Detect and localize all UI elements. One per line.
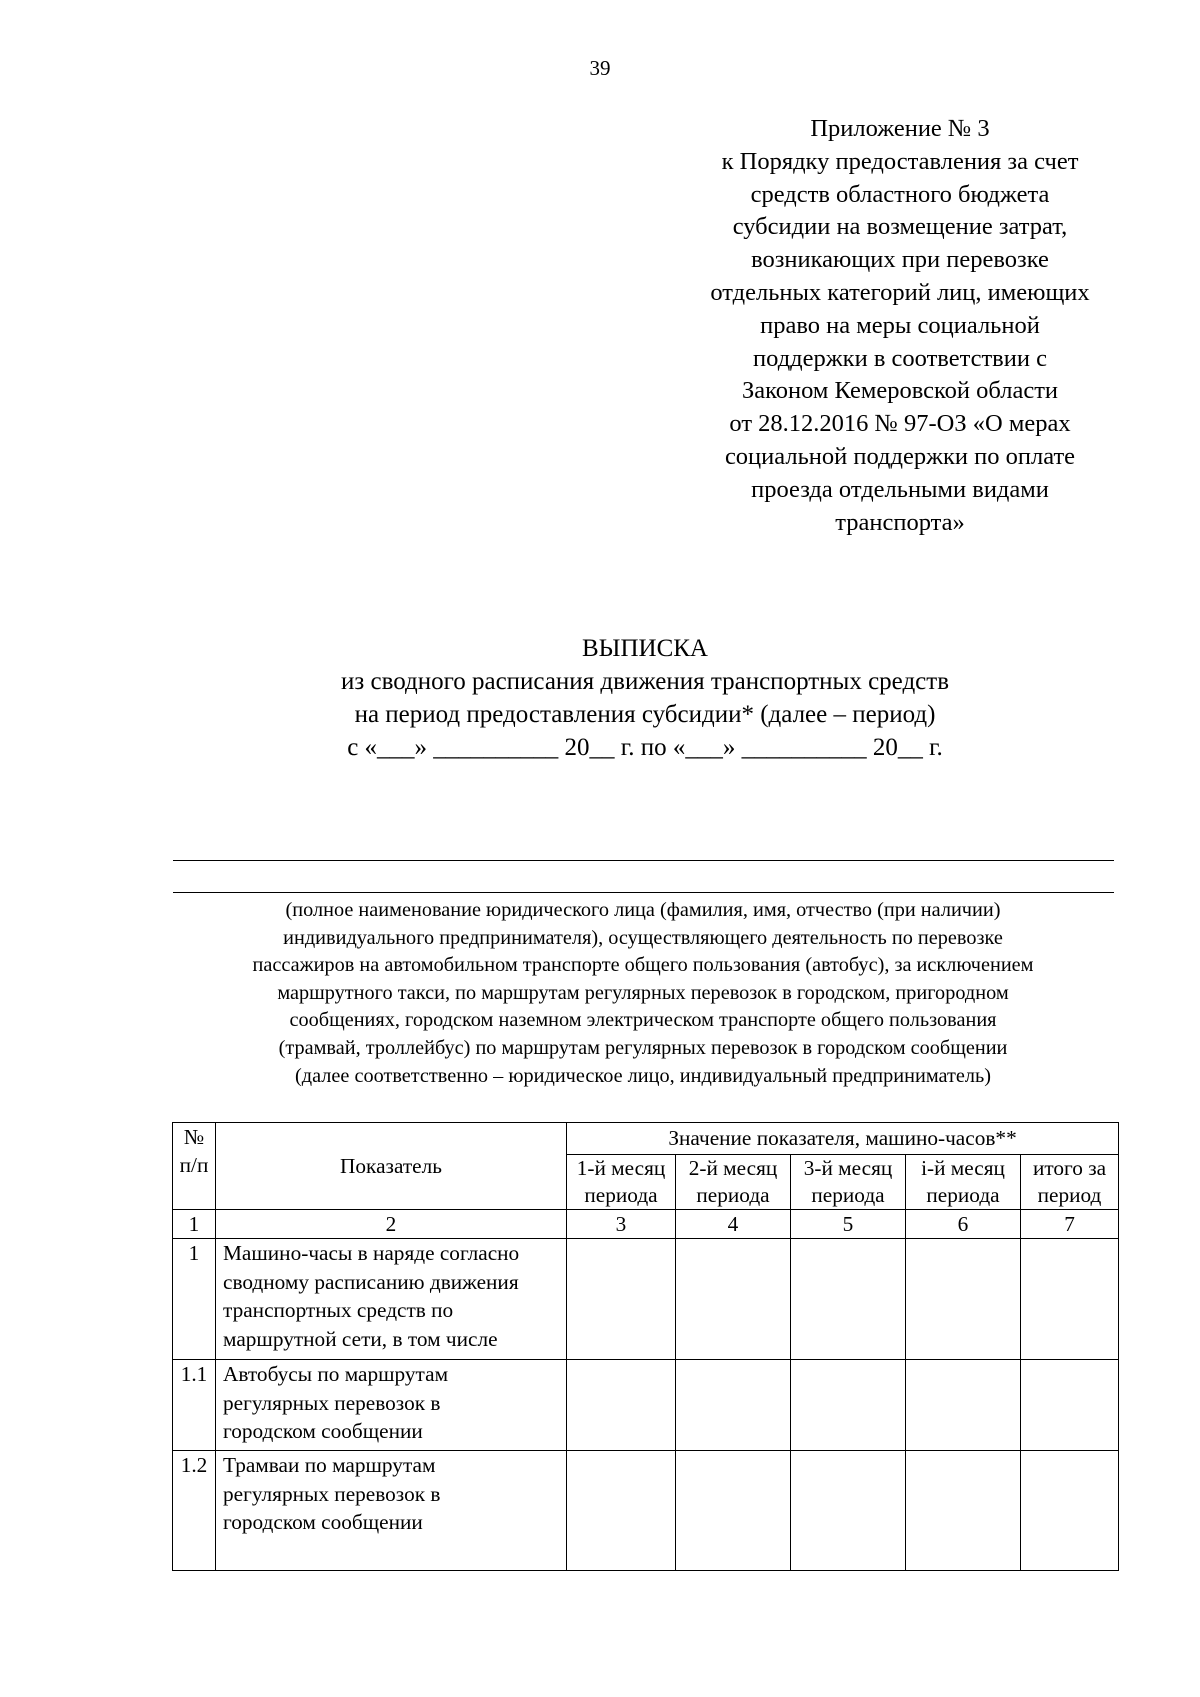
- appendix-line: возникающих при перевозке: [751, 246, 1049, 274]
- indicator-line: транспортных средств по: [223, 1298, 454, 1322]
- indicator-cell: [216, 1239, 567, 1360]
- indicator-line: регулярных перевозок в: [223, 1390, 441, 1415]
- title-heading: ВЫПИСКА: [582, 635, 708, 662]
- sub-header-line: периода: [584, 1183, 658, 1207]
- value-cell[interactable]: [676, 1360, 791, 1451]
- col-indicator-header-text: Показатель: [340, 1153, 442, 1178]
- caption-line: маршрутного такси, по маршрутам регулярных перевозок в городском, пригородном: [277, 981, 1009, 1004]
- value-cell[interactable]: [791, 1360, 906, 1451]
- value-cell[interactable]: [791, 1239, 906, 1360]
- value-group-header: Значение показателя, машино-часов**: [567, 1123, 1119, 1155]
- caption-line: индивидуального предпринимателя), осуществляющего деятельность по перевозке: [283, 926, 1003, 949]
- caption-line: (полное наименование юридического лица (фамилия, имя, отчество (при наличии): [285, 899, 1001, 921]
- caption-line: сообщениях, городском наземном электрическом транспорте общего пользования: [289, 1009, 997, 1032]
- col-no-header-line: №: [183, 1125, 205, 1149]
- appendix-line: социальной поддержки по оплате: [724, 442, 1076, 470]
- caption-line: (далее соответственно – юридическое лицо, индивидуальный предприниматель): [295, 1064, 991, 1087]
- page-number: 39: [589, 56, 611, 80]
- row-number: 1.2: [173, 1451, 216, 1571]
- column-number: 3: [567, 1210, 676, 1239]
- indicator-line: Автобусы по маршрутам: [223, 1362, 449, 1386]
- table-row: [173, 1239, 1119, 1360]
- sub-header-line: периода: [696, 1183, 770, 1207]
- value-cell[interactable]: [567, 1451, 676, 1571]
- appendix-line: проезда отдельными видами: [751, 475, 1049, 503]
- appendix-line: средств областного бюджета: [750, 180, 1050, 208]
- appendix-line: право на меры социальной: [760, 311, 1040, 339]
- column-number: 6: [906, 1210, 1021, 1239]
- indicator-line: Трамваи по маршрутам: [223, 1453, 436, 1477]
- column-number: 1: [173, 1210, 216, 1239]
- value-cell[interactable]: [1021, 1451, 1119, 1571]
- sub-header-month-3: [791, 1155, 906, 1210]
- col-no-header-line: п/п: [179, 1153, 209, 1177]
- col-no-header: [173, 1123, 216, 1210]
- indicator-cell: [216, 1360, 567, 1451]
- sub-header-month-1: [567, 1155, 676, 1210]
- indicator-line: регулярных перевозок в: [223, 1481, 441, 1506]
- sub-header-line: 1-й месяц: [576, 1156, 666, 1180]
- indicator-cell: [216, 1451, 567, 1571]
- appendix-reference: [675, 113, 1125, 539]
- indicator-line: городском сообщении: [223, 1419, 423, 1443]
- table-row: [173, 1360, 1119, 1451]
- row-number: 1: [173, 1239, 216, 1360]
- appendix-line: к Порядку предоставления за счет: [721, 147, 1079, 175]
- column-number: 7: [1021, 1210, 1119, 1239]
- appendix-line: транспорта»: [835, 508, 965, 536]
- title-line: на период предоставления субсидии* (далее – период): [354, 701, 936, 728]
- name-blank-line: [173, 860, 1114, 861]
- appendix-line: субсидии на возмещение затрат,: [732, 213, 1068, 241]
- value-cell[interactable]: [791, 1451, 906, 1571]
- value-cell[interactable]: [906, 1239, 1021, 1360]
- sub-header-line: период: [1037, 1183, 1102, 1207]
- value-cell[interactable]: [906, 1451, 1021, 1571]
- indicator-line: Машино-часы в наряде согласно: [223, 1241, 520, 1265]
- indicator-table: [172, 1122, 1119, 1571]
- indicator-line: маршрутной сети, в том числе: [223, 1326, 498, 1351]
- row-number: 1.1: [173, 1360, 216, 1451]
- sub-header-line: 2-й месяц: [688, 1156, 778, 1180]
- value-cell[interactable]: [567, 1239, 676, 1360]
- sub-header-line: итого за: [1032, 1156, 1107, 1180]
- indicator-line: городском сообщении: [223, 1510, 423, 1534]
- sub-header-line: i-й месяц: [921, 1156, 1005, 1180]
- table-row: [173, 1451, 1119, 1571]
- caption-line: пассажиров на автомобильном транспорте общего пользования (автобус), за исключением: [252, 954, 1034, 977]
- column-number: 4: [676, 1210, 791, 1239]
- sub-header-month-i: [906, 1155, 1021, 1210]
- sub-header-month-2: [676, 1155, 791, 1210]
- caption-line: (трамвай, троллейбус) по маршрутам регулярных перевозок в городском сообщении: [278, 1036, 1008, 1059]
- value-cell[interactable]: [906, 1360, 1021, 1451]
- indicator-line: сводному расписанию движения: [223, 1269, 519, 1294]
- sub-header-total: [1021, 1155, 1119, 1210]
- appendix-line: поддержки в соответствии с: [753, 344, 1047, 372]
- col-indicator-header: [216, 1123, 567, 1210]
- appendix-line: Законом Кемеровской области: [741, 377, 1059, 405]
- appendix-line: от 28.12.2016 № 97-ОЗ «О мерах: [729, 410, 1071, 438]
- sub-header-line: периода: [926, 1183, 1000, 1207]
- column-number: 5: [791, 1210, 906, 1239]
- document-title: [250, 632, 1040, 764]
- entity-name-caption: [168, 897, 1118, 1090]
- value-cell[interactable]: [1021, 1239, 1119, 1360]
- sub-header-line: 3-й месяц: [803, 1156, 893, 1180]
- appendix-line: отдельных категорий лиц, имеющих: [710, 278, 1090, 306]
- column-number: 2: [216, 1210, 567, 1239]
- appendix-line: Приложение № 3: [810, 115, 990, 142]
- name-blank-line: [173, 892, 1114, 893]
- period-line: с «___» __________ 20__ г. по «___» __________ 20__ г.: [347, 734, 943, 761]
- value-cell[interactable]: [567, 1360, 676, 1451]
- value-cell[interactable]: [1021, 1360, 1119, 1451]
- title-line: из сводного расписания движения транспортных средств: [340, 668, 949, 695]
- value-cell[interactable]: [676, 1239, 791, 1360]
- value-cell[interactable]: [676, 1451, 791, 1571]
- sub-header-line: периода: [811, 1183, 885, 1207]
- column-numbers-row: [173, 1210, 1119, 1239]
